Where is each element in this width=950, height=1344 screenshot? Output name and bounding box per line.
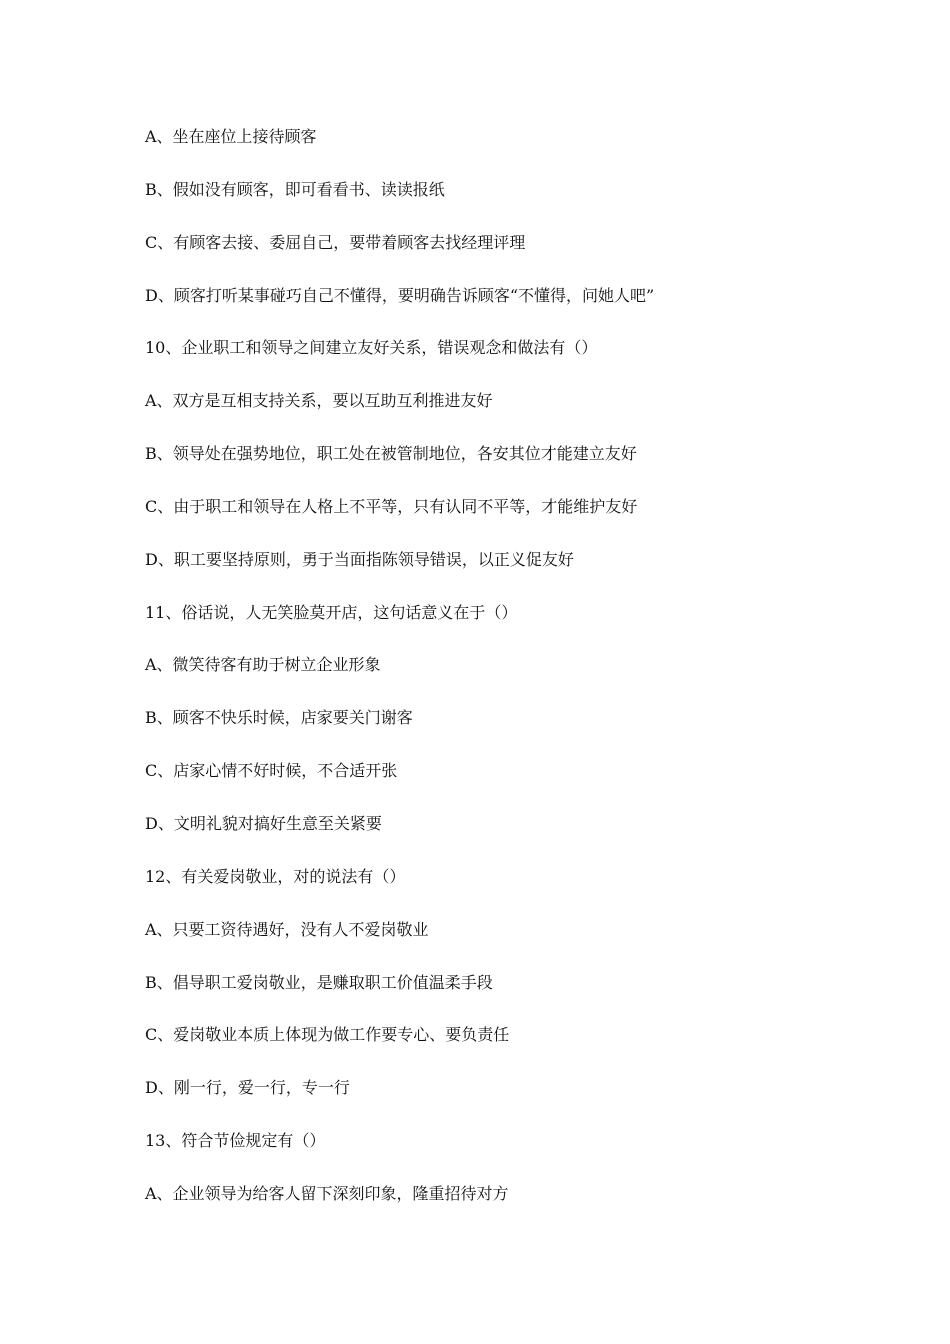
question-text-block [145,126,845,1236]
option-a-line: A、坐在座位上接待顾客 [145,127,317,146]
option-b-line: B、倡导职工爱岗敬业，是赚取职工价值温柔手段 [145,972,493,992]
question-13-line: 13、符合节俭规定有（） [145,1131,326,1151]
option-b-line: B、领导处在强势地位，职工处在被管制地位，各安其位才能建立友好 [145,444,637,464]
option-c-line: C、有顾客去接、委屈自己，要带着顾客去找经理评理 [145,232,526,252]
option-d-line: D、文明礼貌对搞好生意至关紧要 [145,813,382,833]
question-12-line: 12、有关爱岗敬业，对的说法有（） [145,866,406,886]
option-b-line: B、假如没有顾客，即可看看书、读读报纸 [145,179,445,199]
option-c-line: C、由于职工和领导在人格上不平等，只有认同不平等，才能维护友好 [145,496,638,516]
option-c-line: C、店家心情不好时候，不合适开张 [145,761,398,781]
option-a-line: A、企业领导为给客人留下深刻印象，隆重招待对方 [145,1183,509,1203]
option-a-line: A、双方是互相支持关系，要以互助互利推进友好 [145,391,493,411]
option-a-line: A、微笑待客有助于树立企业形象 [145,655,381,675]
option-d-line: D、顾客打听某事碰巧自己不懂得，要明确告诉顾客“不懂得，问她人吧” [145,285,655,305]
option-a-line: A、只要工资待遇好，没有人不爱岗敬业 [145,919,429,939]
option-c-line: C、爱岗敬业本质上体现为做工作要专心、要负责任 [145,1025,510,1045]
option-b-line: B、顾客不快乐时候，店家要关门谢客 [145,708,413,728]
option-d-line: D、职工要坚持原则，勇于当面指陈领导错误，以正义促友好 [145,549,574,569]
question-11-line: 11、俗话说，人无笑脸莫开店，这句话意义在于（） [145,602,518,622]
option-d-line: D、刚一行，爱一行，专一行 [145,1078,350,1098]
question-10-line: 10、企业职工和领导之间建立友好关系，错误观念和做法有（） [145,338,598,358]
